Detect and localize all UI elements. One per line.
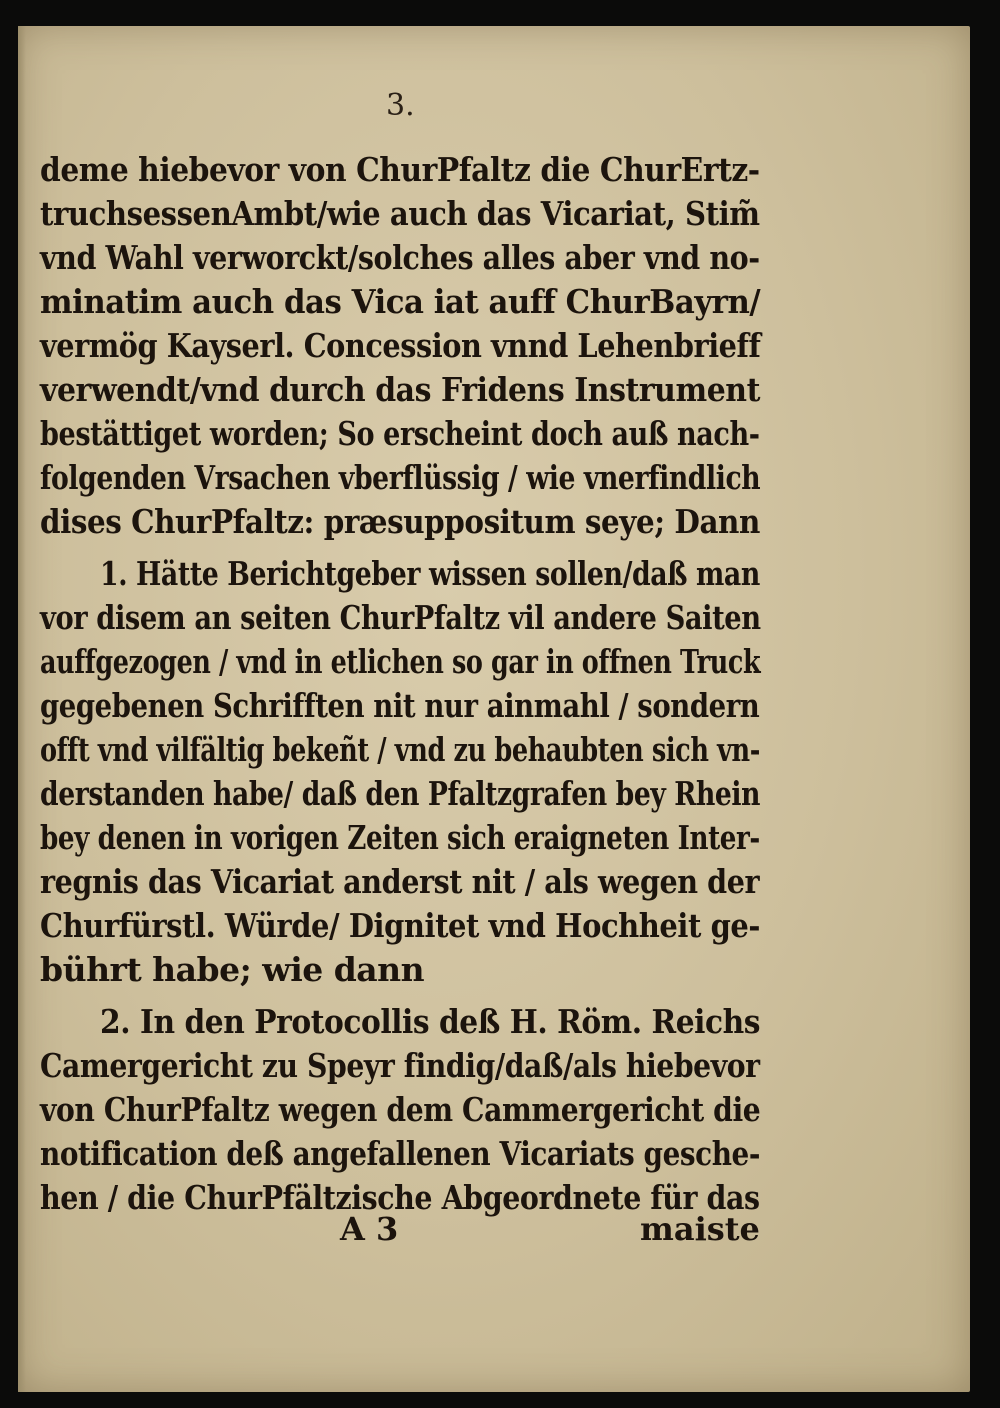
text-line: vermög Kayserl. Concession vnnd Lehenbrieff — [40, 326, 761, 365]
text-line: bestättiget worden; So erscheint doch auß nach- — [40, 414, 760, 453]
text-line: dises ChurPfaltz: præsuppositum seye; Dann — [40, 502, 760, 541]
text-line: derstanden habe/ daß den Pfaltzgrafen bey Rhein — [40, 774, 761, 813]
text-line: 2. In den Protocollis deß H. Röm. Reichs — [100, 1002, 761, 1041]
text-line: von ChurPfaltz wegen dem Cammergericht die — [40, 1090, 761, 1129]
text-line: bey denen in vorigen Zeiten sich eraigneten Inter- — [40, 818, 760, 857]
text-line: verwendt/vnd durch das Fridens Instrument — [40, 370, 760, 409]
book-page — [18, 26, 970, 1392]
signature-mark: A 3 — [340, 1210, 399, 1248]
text-line: vnd Wahl verworckt/solches alles aber vnd no- — [40, 238, 760, 277]
text-line: 1. Hätte Berichtgeber wissen sollen/daß man — [100, 554, 760, 593]
text-line: regnis das Vicariat anderst nit / als wegen der — [40, 862, 760, 901]
text-line: Camergericht zu Speyr findig/daß/als hiebevor — [40, 1046, 760, 1085]
text-line: Churfürstl. Würde/ Dignitet vnd Hochheit ge- — [40, 906, 760, 945]
catchword: maiste — [640, 1210, 760, 1248]
text-line: offt vnd vilfältig bekeñt / vnd zu behaubten sich vn- — [40, 730, 760, 769]
text-line: notification deß angefallenen Vicariats gesche- — [40, 1134, 760, 1173]
text-line: truchsessenAmbt/wie auch das Vicariat, Stim̃ — [40, 194, 760, 233]
text-line: vor disem an seiten ChurPfaltz vil andere Saiten — [40, 598, 761, 637]
text-line: folgenden Vrsachen vberflüssig / wie vnerfindlich — [40, 458, 761, 497]
page-number: 3. — [386, 88, 415, 123]
text-line: auffgezogen / vnd in etlichen so gar in offnen Truck — [40, 642, 761, 681]
text-line: deme hiebevor von ChurPfaltz die ChurErtz- — [40, 150, 760, 189]
text-line: bührt habe; wie dann — [40, 950, 425, 989]
text-line: minatim auch das Vica iat auff ChurBayrn/ — [40, 282, 761, 321]
text-line: hen / die ChurPfältzische Abgeordnete für das — [40, 1178, 760, 1217]
page-gutter-shadow — [18, 26, 26, 1392]
text-line: gegebenen Schrifften nit nur ainmahl / sondern — [40, 686, 760, 725]
